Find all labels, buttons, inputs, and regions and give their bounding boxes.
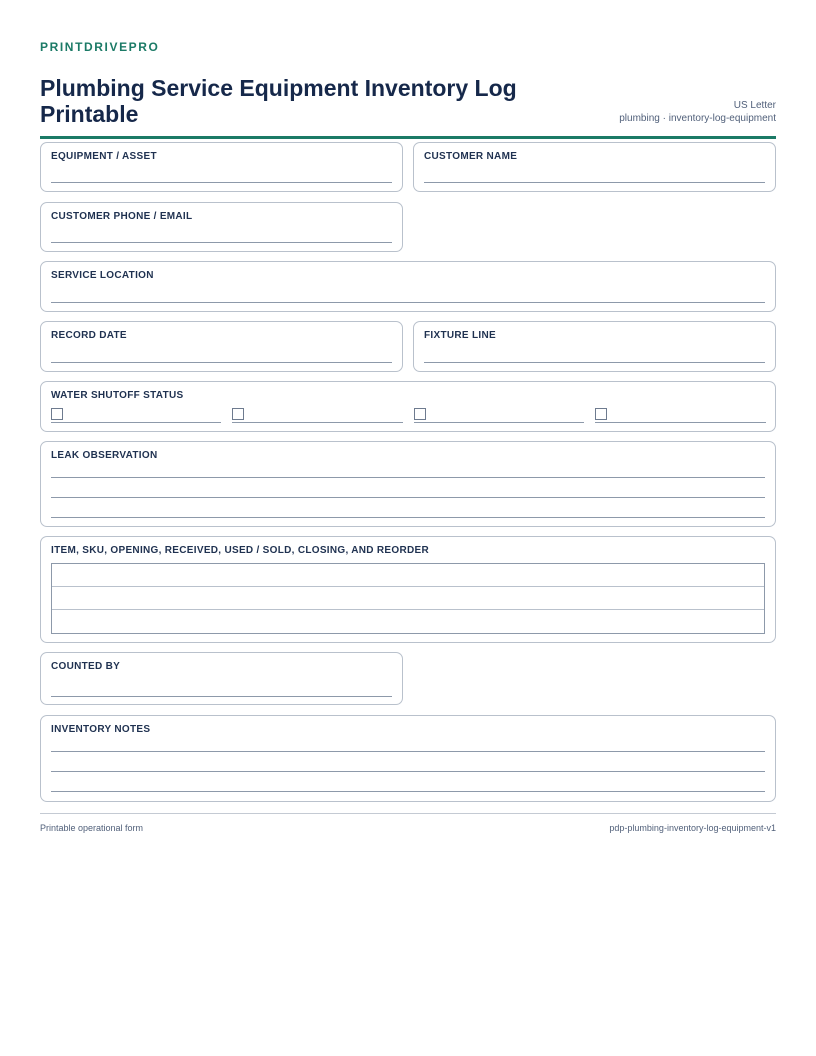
table-row[interactable] [52, 564, 764, 587]
water-shutoff-status-field [40, 381, 776, 432]
checkbox-4[interactable] [595, 408, 607, 420]
counted-by-write-line[interactable] [51, 696, 392, 697]
form-page [40, 40, 776, 139]
inventory-notes-line-3[interactable] [51, 791, 765, 792]
record-date-write-line[interactable] [51, 362, 392, 363]
inventory-notes-line-2[interactable] [51, 771, 765, 772]
inventory-notes-field[interactable] [40, 715, 776, 802]
record-date-field[interactable] [40, 321, 403, 372]
page-header [40, 55, 776, 139]
water-shutoff-status-label: WATER SHUTOFF STATUS [51, 390, 184, 401]
shutoff-option-4-line[interactable] [595, 422, 766, 423]
shutoff-option-2-line[interactable] [232, 422, 403, 423]
service-location-write-line[interactable] [51, 302, 765, 303]
shutoff-option-3-line[interactable] [414, 422, 584, 423]
shutoff-option-1[interactable] [51, 407, 221, 423]
record-date-label: RECORD DATE [51, 330, 127, 341]
inventory-notes-label: INVENTORY NOTES [51, 724, 151, 735]
shutoff-option-2[interactable] [232, 407, 403, 423]
leak-observation-line-1[interactable] [51, 477, 765, 478]
customer-name-field[interactable] [413, 142, 776, 192]
category-tags: plumbing · inventory-log-equipment [619, 113, 776, 124]
header-meta [619, 99, 776, 125]
equipment-asset-write-line[interactable] [51, 182, 392, 183]
customer-name-label: CUSTOMER NAME [424, 151, 518, 162]
checkbox-3[interactable] [414, 408, 426, 420]
leak-observation-line-3[interactable] [51, 517, 765, 518]
equipment-asset-label: EQUIPMENT / ASSET [51, 151, 157, 162]
equipment-asset-field[interactable] [40, 142, 403, 192]
customer-contact-write-line[interactable] [51, 242, 392, 243]
inventory-notes-line-1[interactable] [51, 751, 765, 752]
customer-contact-field[interactable] [40, 202, 403, 252]
inventory-table [51, 563, 765, 634]
counted-by-field[interactable] [40, 652, 403, 705]
table-row[interactable] [52, 610, 764, 633]
shutoff-option-3[interactable] [414, 407, 584, 423]
checkbox-1[interactable] [51, 408, 63, 420]
fixture-line-field[interactable] [413, 321, 776, 372]
fixture-line-label: FIXTURE LINE [424, 330, 496, 341]
form-id: pdp-plumbing-inventory-log-equipment-v1 [609, 823, 776, 833]
paper-size-label: US Letter [733, 100, 776, 111]
page-title: Plumbing Service Equipment Inventory Log Printable [40, 75, 517, 127]
service-location-label: SERVICE LOCATION [51, 270, 154, 281]
customer-contact-label: CUSTOMER PHONE / EMAIL [51, 211, 193, 222]
brand-logo-text: PRINTDRIVEPRO [40, 40, 160, 54]
inventory-table-label: ITEM, SKU, OPENING, RECEIVED, USED / SOLD, CLOSING, AND REORDER [51, 545, 430, 556]
page-footer [40, 813, 776, 833]
service-location-field[interactable] [40, 261, 776, 312]
leak-observation-field[interactable] [40, 441, 776, 527]
leak-observation-line-2[interactable] [51, 497, 765, 498]
inventory-table-section [40, 536, 776, 643]
checkbox-2[interactable] [232, 408, 244, 420]
footer-description: Printable operational form [40, 823, 144, 833]
customer-name-write-line[interactable] [424, 182, 765, 183]
shutoff-option-1-line[interactable] [51, 422, 221, 423]
counted-by-label: COUNTED BY [51, 661, 121, 672]
table-row[interactable] [52, 587, 764, 610]
fixture-line-write-line[interactable] [424, 362, 765, 363]
shutoff-option-4[interactable] [595, 407, 766, 423]
leak-observation-label: LEAK OBSERVATION [51, 450, 158, 461]
